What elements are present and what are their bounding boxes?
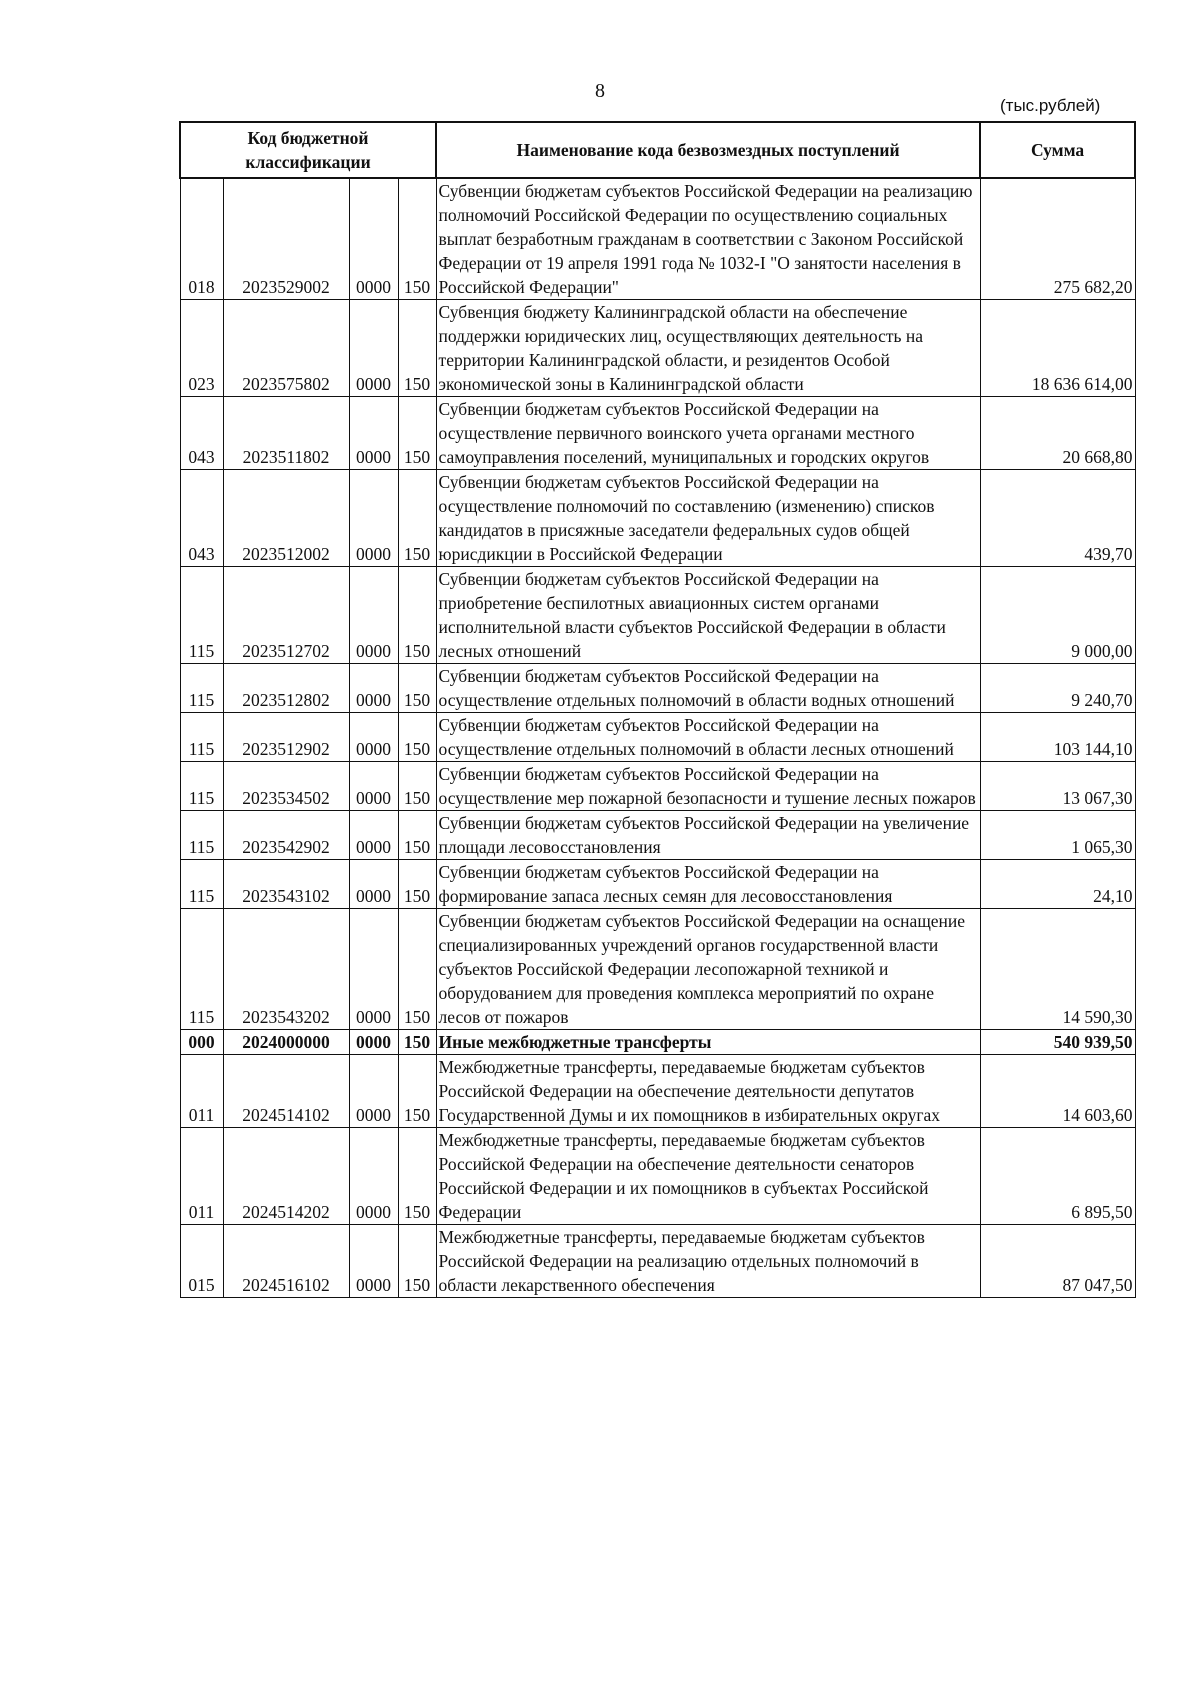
code-analytic-cell: 150: [398, 664, 436, 713]
code-main-cell: 2023543102: [223, 860, 349, 909]
table-row: [180, 470, 1135, 567]
amount-cell: 14 603,60: [980, 1055, 1135, 1128]
table-row: [180, 300, 1135, 397]
code-analytic-cell: 150: [398, 300, 436, 397]
code-subtype-cell: 0000: [349, 178, 398, 300]
code-main-cell: 2024516102: [223, 1225, 349, 1298]
code-analytic-cell: 150: [398, 1055, 436, 1128]
code-main-cell: 2023543202: [223, 909, 349, 1030]
amount-cell: 275 682,20: [980, 178, 1135, 300]
code-section-cell: 018: [180, 178, 223, 300]
table-row: [180, 397, 1135, 470]
code-section-cell: 043: [180, 470, 223, 567]
table-row: [180, 1225, 1135, 1298]
code-section-cell: 115: [180, 909, 223, 1030]
description-cell: Субвенции бюджетам субъектов Российской Федерации на осуществление полномочий по составлению (изменению) списков кандидатов в присяжные заседатели федеральных судов общей юрисдикции в Российской Федерации: [436, 470, 980, 567]
code-analytic-cell: 150: [398, 178, 436, 300]
code-main-cell: 2023511802: [223, 397, 349, 470]
table-header-row: [180, 122, 1135, 178]
code-section-cell: 115: [180, 811, 223, 860]
code-subtype-cell: 0000: [349, 1225, 398, 1298]
header-sum: Сумма: [980, 122, 1135, 178]
code-section-cell: 015: [180, 1225, 223, 1298]
code-subtype-cell: 0000: [349, 762, 398, 811]
table-row: [180, 713, 1135, 762]
amount-cell: 103 144,10: [980, 713, 1135, 762]
description-cell: Субвенции бюджетам субъектов Российской Федерации на осуществление отдельных полномочий в области водных отношений: [436, 664, 980, 713]
code-main-cell: 2023512902: [223, 713, 349, 762]
code-analytic-cell: 150: [398, 713, 436, 762]
description-cell: Субвенции бюджетам субъектов Российской Федерации на реализацию полномочий Российской Федерации по осуществлению социальных выплат безработным гражданам в соответствии с Законом Российской Федерации от 19 апреля 1991 года № 1032-I "О занятости населения в Российской Федерации": [436, 178, 980, 300]
code-subtype-cell: 0000: [349, 1128, 398, 1225]
table-row: [180, 1128, 1135, 1225]
amount-cell: 13 067,30: [980, 762, 1135, 811]
code-section-cell: 011: [180, 1128, 223, 1225]
amount-cell: 1 065,30: [980, 811, 1135, 860]
code-subtype-cell: 0000: [349, 470, 398, 567]
amount-cell: 439,70: [980, 470, 1135, 567]
description-cell: Межбюджетные трансферты, передаваемые бюджетам субъектов Российской Федерации на реализацию отдельных полномочий в области лекарственного обеспечения: [436, 1225, 980, 1298]
code-section-cell: 115: [180, 762, 223, 811]
code-section-cell: 023: [180, 300, 223, 397]
code-main-cell: 2024000000: [223, 1030, 349, 1055]
header-name: Наименование кода безвозмездных поступлений: [436, 122, 980, 178]
description-cell: Субвенции бюджетам субъектов Российской Федерации на осуществление первичного воинского учета органами местного самоуправления поселений, муниципальных и городских округов: [436, 397, 980, 470]
code-analytic-cell: 150: [398, 1030, 436, 1055]
amount-cell: 9 000,00: [980, 567, 1135, 664]
amount-cell: 9 240,70: [980, 664, 1135, 713]
code-subtype-cell: 0000: [349, 713, 398, 762]
table-row: [180, 567, 1135, 664]
amount-cell: 540 939,50: [980, 1030, 1135, 1055]
code-analytic-cell: 150: [398, 397, 436, 470]
amount-cell: 18 636 614,00: [980, 300, 1135, 397]
code-subtype-cell: 0000: [349, 1055, 398, 1128]
code-analytic-cell: 150: [398, 811, 436, 860]
code-subtype-cell: 0000: [349, 567, 398, 664]
description-cell: Субвенции бюджетам субъектов Российской Федерации на приобретение беспилотных авиационных систем органами исполнительной власти субъектов Российской Федерации в области лесных отношений: [436, 567, 980, 664]
code-section-cell: 115: [180, 713, 223, 762]
code-subtype-cell: 0000: [349, 909, 398, 1030]
table-row: [180, 1055, 1135, 1128]
description-cell: Субвенция бюджету Калининградской области на обеспечение поддержки юридических лиц, осуществляющих деятельность на территории Калининградской области, и резидентов Особой экономической зоны в Калининградской области: [436, 300, 980, 397]
code-subtype-cell: 0000: [349, 300, 398, 397]
budget-table: [179, 121, 1136, 1298]
table-row: [180, 762, 1135, 811]
code-analytic-cell: 150: [398, 470, 436, 567]
code-main-cell: 2023575802: [223, 300, 349, 397]
units-label: (тыс.рублей): [1000, 96, 1101, 115]
description-cell: Субвенции бюджетам субъектов Российской Федерации на оснащение специализированных учреждений органов государственной власти субъектов Российской Федерации лесопожарной техникой и оборудованием для проведения комплекса мероприятий по охране лесов от пожаров: [436, 909, 980, 1030]
code-section-cell: 115: [180, 664, 223, 713]
code-main-cell: 2024514102: [223, 1055, 349, 1128]
code-subtype-cell: 0000: [349, 860, 398, 909]
code-main-cell: 2023512802: [223, 664, 349, 713]
code-analytic-cell: 150: [398, 1128, 436, 1225]
code-subtype-cell: 0000: [349, 811, 398, 860]
code-main-cell: 2024514202: [223, 1128, 349, 1225]
code-analytic-cell: 150: [398, 860, 436, 909]
code-section-cell: 000: [180, 1030, 223, 1055]
code-analytic-cell: 150: [398, 909, 436, 1030]
table-body: [180, 178, 1135, 1298]
code-main-cell: 2023534502: [223, 762, 349, 811]
description-cell: Субвенции бюджетам субъектов Российской Федерации на увеличение площади лесовосстановления: [436, 811, 980, 860]
description-cell: Иные межбюджетные трансферты: [436, 1030, 980, 1055]
amount-cell: 87 047,50: [980, 1225, 1135, 1298]
code-subtype-cell: 0000: [349, 664, 398, 713]
amount-cell: 14 590,30: [980, 909, 1135, 1030]
code-analytic-cell: 150: [398, 1225, 436, 1298]
code-section-cell: 011: [180, 1055, 223, 1128]
amount-cell: 20 668,80: [980, 397, 1135, 470]
code-section-cell: 043: [180, 397, 223, 470]
code-analytic-cell: 150: [398, 567, 436, 664]
description-cell: Субвенции бюджетам субъектов Российской Федерации на осуществление отдельных полномочий в области лесных отношений: [436, 713, 980, 762]
code-main-cell: 2023529002: [223, 178, 349, 300]
code-main-cell: 2023512002: [223, 470, 349, 567]
code-section-cell: 115: [180, 567, 223, 664]
code-main-cell: 2023542902: [223, 811, 349, 860]
description-cell: Межбюджетные трансферты, передаваемые бюджетам субъектов Российской Федерации на обеспечение деятельности сенаторов Российской Федерации и их помощников в субъектах Российской Федерации: [436, 1128, 980, 1225]
code-analytic-cell: 150: [398, 762, 436, 811]
table-row: [180, 811, 1135, 860]
amount-cell: 24,10: [980, 860, 1135, 909]
table-row: [180, 1030, 1135, 1055]
description-cell: Субвенции бюджетам субъектов Российской Федерации на формирование запаса лесных семян для лесовосстановления: [436, 860, 980, 909]
code-subtype-cell: 0000: [349, 397, 398, 470]
description-cell: Субвенции бюджетам субъектов Российской Федерации на осуществление мер пожарной безопасности и тушение лесных пожаров: [436, 762, 980, 811]
page-number: 8: [595, 80, 605, 102]
amount-cell: 6 895,50: [980, 1128, 1135, 1225]
code-main-cell: 2023512702: [223, 567, 349, 664]
code-subtype-cell: 0000: [349, 1030, 398, 1055]
table-row: [180, 909, 1135, 1030]
header-code: Код бюджетной классификации: [180, 122, 436, 178]
code-section-cell: 115: [180, 860, 223, 909]
table-row: [180, 860, 1135, 909]
table-row: [180, 664, 1135, 713]
table-row: [180, 178, 1135, 300]
description-cell: Межбюджетные трансферты, передаваемые бюджетам субъектов Российской Федерации на обеспечение деятельности депутатов Государственной Думы и их помощников в избирательных округах: [436, 1055, 980, 1128]
